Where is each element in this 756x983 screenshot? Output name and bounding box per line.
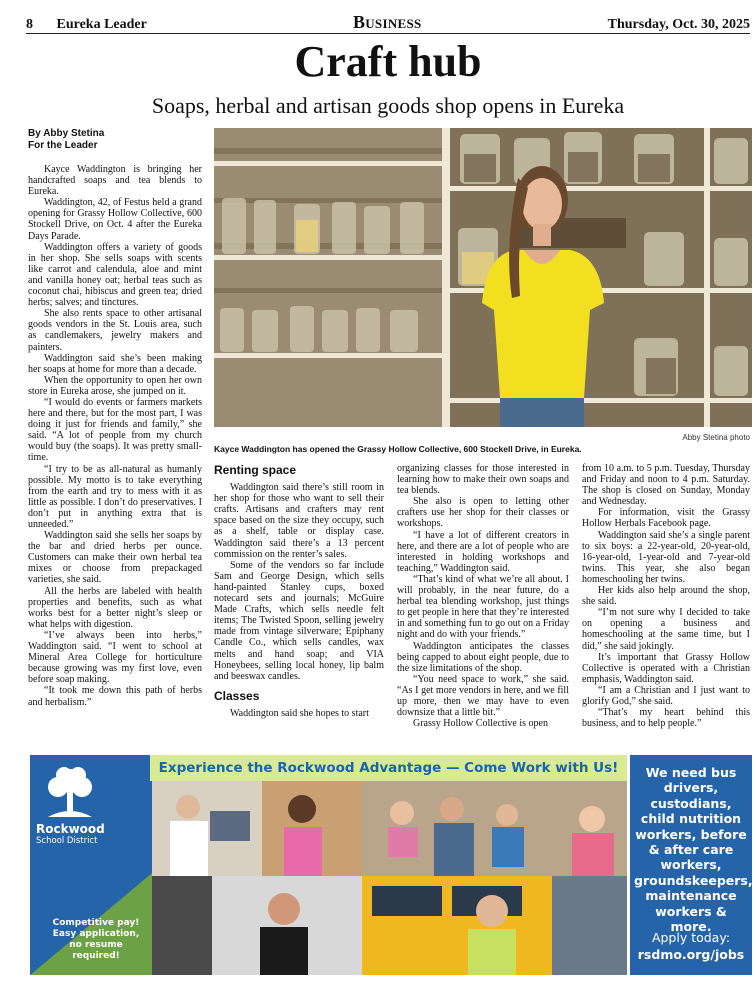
ad-logo-subtitle: School District (36, 836, 98, 846)
paragraph: “I am a Christian and I just want to glorify God,” she said. (582, 684, 750, 707)
paragraph: “I have a lot of different creators in here, and there are a lot of people who are interested in holding workshops and teaching,” Waddington said. (397, 529, 569, 574)
article-column-3 (397, 463, 569, 729)
paragraph: from 10 a.m. to 5 p.m. Tuesday, Thursday and Friday and noon to 4 p.m. Saturday. The shop is closed on Sunday, Monday and Wednesday. (582, 463, 750, 508)
paragraph: organizing classes for those interested in learning how to make their own soaps and tea blends. (397, 463, 569, 497)
ad-logo-name: Rockwood (36, 822, 105, 836)
headline: Craft hub (294, 37, 482, 86)
paragraph: “I’m not sure why I decided to take on opening a business and homeschooling at the same time, but I did,” she said jokingly. (582, 607, 750, 652)
paragraph: Waddington anticipates the classes being capped to about eight people, due to the size limitations of the shop. (397, 640, 569, 674)
paragraph: Waddington said she’s a single parent to six boys: a 22-year-old, 20-year-old, 16-year-old, 1-year-old and 7-year-old twins. This year, she also began homeschooling her twins. (582, 529, 750, 585)
ad-logo-panel (30, 755, 152, 975)
shop-photo-illustration (214, 128, 752, 427)
paper-name: Eureka Leader (56, 17, 147, 32)
ad-apply-label: Apply today: (651, 930, 731, 945)
article-column-2 (214, 463, 384, 719)
deck: Soaps, herbal and artisan goods shop opens in Eureka (151, 93, 625, 118)
paragraph: Waddington offers a variety of goods in her shop. She sells soaps with scents like carrot and calendula, aloe and mint and vanilla honey oat; herbal teas such as coconut chai, hibiscus and green tea; dried herbs; salves; and tinctures. (28, 241, 202, 309)
subhead-classes: Classes (214, 688, 260, 703)
page-folio (26, 12, 750, 32)
paragraph: “That’s kind of what we’re all about. I will probably, in the near future, do a herbal tea blending workshop, just things to get people in here that they’re interested in and something fun to go out on a Friday night and do with your friends.” (397, 573, 569, 641)
article-column-4 (582, 463, 750, 729)
paragraph: Waddington said she sells her soaps by the bar and dried herbs per ounce. Customers can make their own herbal tea mixes or choose from prepackaged varieties, she said. (28, 530, 202, 586)
paragraph: “I would do events or farmers markets here and there, but for the most part, I was doing it just for friends and family,” she said. “A lot of people from my church would buy (the soaps). It was pretty small-time. (28, 396, 202, 464)
article-column-1 (28, 164, 202, 708)
paragraph: All the herbs are labeled with health properties and benefits, such as what works best for a better night’s sleep or what helps with digestion. (28, 585, 202, 630)
ad-jobs-link[interactable]: rsdmo.org/jobs (637, 947, 745, 962)
top-rule (26, 33, 750, 34)
byline-author: By Abby Stetina (28, 128, 105, 139)
ad-perks-text: Competitive pay! Easy application, no resume required! (52, 918, 140, 961)
ad-main-panel (30, 755, 627, 975)
byline (28, 128, 208, 152)
photo-caption: Kayce Waddington has opened the Grassy Hollow Collective, 600 Stockell Drive, in Eureka. (214, 444, 582, 454)
photo-credit: Abby Stetina photo (682, 433, 750, 442)
ad-banner: Experience the Rockwood Advantage — Come Work with Us! (150, 755, 627, 781)
paragraph: Waddington, 42, of Festus held a grand opening for Grassy Hollow Collective, 600 Stockell Drive, on Oct. 4 after the Eureka Days Parade. (28, 197, 202, 242)
page-number: 8 (26, 17, 33, 32)
shop-photo (214, 128, 752, 427)
paragraph: Waddington said she’s been making her soaps at home for more than a decade. (28, 352, 202, 375)
ad-photo-collage (152, 781, 627, 975)
paragraph: “I’ve always been into herbs,” Waddington said. “I went to school at Mineral Area College for horticulture because growing was my first love, even before soap making. (28, 629, 202, 686)
rockwood-ad (30, 755, 752, 975)
subhead-renting-space: Renting space (214, 463, 297, 477)
paragraph: She also is open to letting other crafters use her shop for their classes or workshops. (397, 496, 569, 530)
paragraph: “You need space to work,” she said. “As I get more vendors in here, and we fill up more, then we may have to even downsize that a little bit.” (397, 673, 569, 719)
paragraph: “I try to be as all-natural as humanly possible. My motto is to take everything from the earth and try to mess with it as little as possible. I don’t do preservatives. I don’t put in anything extra that is unneeded.” (28, 463, 202, 530)
paragraph: Some of the vendors so far include Sam and George Design, which sells hand-painted Stanley cups, boxed notecard sets and journals; McGuire Made Crafts, which sells needle felt items; The Twisted Spoon, selling jewelry made from vintage silverware; Epiphany Candle Co., which sells candles, wax melts and hand soap; and VIA Honeybees, selling local honey, lip balm and beeswax candles. (214, 559, 384, 682)
paragraph: “That’s my heart behind this business, and to help people.” (582, 707, 750, 730)
ad-jobs-panel (630, 755, 752, 975)
tree-logo-icon (42, 765, 98, 821)
paragraph: When the opportunity to open her own store in Eureka arose, she jumped on it. (28, 374, 202, 397)
paragraph: “It took me down this path of herbs and herbalism.” (28, 685, 202, 708)
paragraph: She also rents space to other artisanal goods vendors in the St. Louis area, such as candlemakers, jewelry makers and painters. (28, 308, 202, 353)
ad-jobs-list: We need bus drivers, custodians, child nutrition workers, before & after care workers, groundskeepers, maintenance workers & more. (634, 765, 753, 935)
paragraph: For information, visit the Grassy Hollow Herbals Facebook page. (582, 507, 750, 530)
paragraph: Kayce Waddington is bringing her handcrafted soaps and tea blends to Eureka. (28, 164, 202, 198)
paragraph: Grassy Hollow Collective is open (413, 718, 548, 730)
paragraph: Waddington said she hopes to start (230, 707, 369, 719)
paragraph: Her kids also help around the shop, she said. (582, 585, 750, 608)
paragraph: Waddington said there’s still room in her shop for those who want to sell their crafts. Artisans and crafters may rent space based on the size they occupy, such as a shelf, table or display case. Waddington said there’s a 13 percent commission on the renter’s sales. (214, 482, 384, 560)
issue-date: Thursday, Oct. 30, 2025 (607, 17, 750, 32)
paragraph: It’s important that Grassy Hollow Collective is operated with a Christian emphasis, Waddington said. (582, 651, 750, 685)
byline-org: For the Leader (28, 140, 98, 151)
section-name: Business (352, 12, 422, 32)
